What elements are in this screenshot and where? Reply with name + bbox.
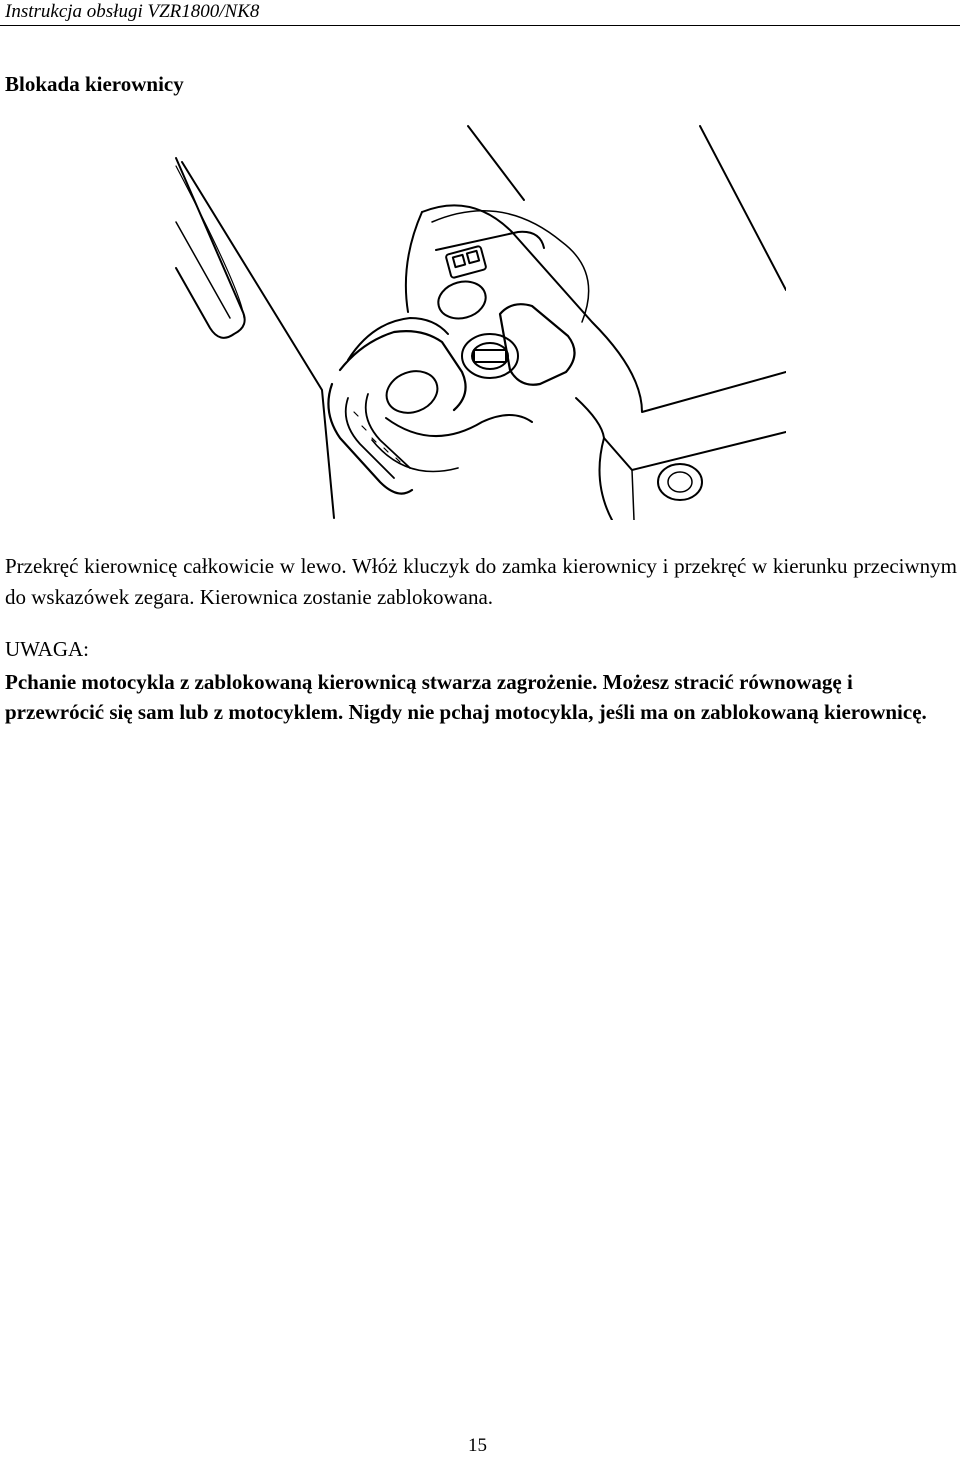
warning-label: UWAGA: — [5, 637, 89, 661]
header-rule — [0, 25, 960, 26]
steering-lock-illustration — [172, 122, 786, 520]
warning-text: Pchanie motocykla z zablokowaną kierownicą stwarza zagrożenie. Możesz stracić równowagę i przewrócić się sam lub z motocyklem. Nigdy nie pchaj motocykla, jeśli ma on zablokowaną kierownicę. — [5, 670, 927, 724]
instruction-paragraph: Przekręć kierownicę całkowicie w lewo. Włóż kluczyk do zamka kierownicy i przekręć w kierunku przeciwnym do wskazówek zegara. Kierownica zostanie zablokowana. — [5, 554, 957, 609]
page-number: 15 — [468, 1435, 487, 1456]
section-title: Blokada kierownicy — [5, 72, 184, 96]
running-header: Instrukcja obsługi VZR1800/NK8 — [5, 1, 260, 22]
